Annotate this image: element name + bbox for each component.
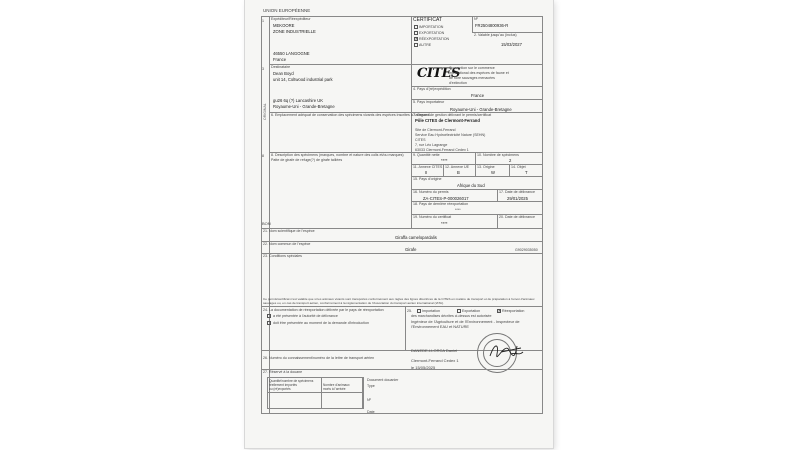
box24-option1: a été présentée à l'autorité de délivrance xyxy=(273,314,338,318)
box16-label: 16. Numéro du permis xyxy=(413,190,449,194)
consignor-line-1: MEKOORE xyxy=(273,23,295,28)
declaration-line-1: Ce permis/certificat n'est valable que si les animaux vivants sont transportés conformément aux règles des lignes directrices de la CITES en matière de transport et de préparation à l'envoi d'animaux xyxy=(263,297,535,301)
b25-exportation: Exportation xyxy=(462,309,481,313)
box4-label: 4. Pays d'(ré)expédition xyxy=(413,87,451,91)
cites-certificate-sheet xyxy=(245,0,553,448)
authority-line-6: 7, rue Léo Lagrange xyxy=(415,143,448,147)
box4-value: France xyxy=(471,93,485,98)
certificate-number: FR2504800936-R xyxy=(475,23,509,28)
customs-date-label: Date xyxy=(367,410,375,414)
consignee-line-5: gu26 6q (?) Lancashire UK xyxy=(273,98,324,103)
customs-col2-line1: Nombre d'animaux xyxy=(323,383,350,387)
box9-value: **** xyxy=(441,158,448,163)
consignor-line-2: ZONE INDUSTRIELLE xyxy=(273,29,316,34)
box8-number: 8 xyxy=(262,154,264,158)
box9-label: 9. Quantité nette xyxy=(413,153,440,157)
box27-label: 27. Réservé à la douane xyxy=(263,370,303,374)
customs-col1-line2: réellement importés xyxy=(269,383,297,387)
importation-checkbox xyxy=(414,25,418,29)
box11-value: II xyxy=(425,170,428,175)
box24-option2-checkbox xyxy=(267,321,271,325)
customs-col1-line3: ou (ré)exportés xyxy=(269,387,291,391)
species-code: G9029035050 xyxy=(515,248,538,252)
authority-line-5: CITES xyxy=(415,138,426,142)
authority-line-7: 63033 Clermont-Ferrand Cedex 1 xyxy=(415,148,469,152)
box24-option1-checkbox xyxy=(267,314,271,318)
union-header: UNION EUROPÉENNE xyxy=(263,8,311,13)
cites-text-1: Convention sur le commerce xyxy=(449,66,495,70)
box14-value: T xyxy=(525,170,528,175)
b25-importation: Importation xyxy=(422,309,440,313)
b25-note: des marchandises décrites ci-dessus est autorisée xyxy=(411,314,492,318)
box21-label: 21. Nom scientifique de l'espèce xyxy=(263,229,315,233)
customs-col1-line1: Quantité/nombre de spécimens xyxy=(269,379,314,383)
cites-text-2: international des espèces de faune et xyxy=(449,71,509,75)
signer-title-2: l'Environnement EAU et NATURE xyxy=(411,324,469,329)
box18-label: 18. Pays de dernière réexportation xyxy=(413,202,469,206)
autre-checkbox xyxy=(414,43,418,47)
box16-value: ZA-CITES-P-000026017 xyxy=(423,196,469,201)
box5-label: 5. Pays importateur xyxy=(413,100,445,104)
box23-label: 23. Conditions spéciales xyxy=(263,254,302,258)
customs-col2-line2: morts à l'arrivée xyxy=(323,387,346,391)
box18-value-stars: **** xyxy=(455,208,461,212)
box5-value: Royaume-Uni - Grande-Bretagne xyxy=(450,107,512,112)
box10-label: 10. Nombre de spécimens xyxy=(477,153,519,157)
b25-importation-checkbox xyxy=(417,309,421,313)
bon-label: BON xyxy=(262,221,271,226)
box19-value: **** xyxy=(441,221,448,226)
customs-no-label: Nº xyxy=(367,398,371,402)
side-label: ORIGINAL xyxy=(263,103,267,120)
valid-until-label: 2. Valable jusqu'au (inclus) xyxy=(474,33,517,37)
consignor-line-5: 46550 LANGOGNE xyxy=(273,51,310,56)
box10-value: 2 xyxy=(509,158,512,163)
box1-number: 1 xyxy=(262,19,264,23)
customs-doc-label: Document douanier xyxy=(367,378,399,382)
box19-label: 19. Numéro du certificat xyxy=(413,215,452,219)
box26-label: 26. Numéro du connaissement/numéro de la lettre de transport aérien xyxy=(263,356,375,360)
cites-text-3: de flore sauvages menacées xyxy=(449,76,495,80)
box3-number: 3 xyxy=(262,67,264,71)
box24-option2: doit être présentée au moment de la demande d'introduction xyxy=(273,321,369,325)
box6-label: 6. Emplacement adéquat de conservation des spécimens vivants des espèces inscrites à l'annexe A xyxy=(271,113,431,117)
box12-value: B xyxy=(457,170,460,175)
common-name: Girafe xyxy=(405,247,417,252)
box15-label: 15. Pays d'origine xyxy=(413,177,442,181)
b25-exportation-checkbox xyxy=(457,309,461,313)
certificate-title: CERTIFICAT xyxy=(413,17,442,23)
box15-value: Afrique du Sud xyxy=(457,183,485,188)
cites-text-4: d'extinction xyxy=(449,81,467,85)
signer-title-1: Ingénieur de l'Agriculture et de l'Environnement - Inspecteur de xyxy=(411,319,520,324)
box7-label: 7. Organe de gestion délivrant le permis/certificat xyxy=(413,113,492,117)
box13-label: 13. Origine xyxy=(477,165,495,169)
exportation-checkbox xyxy=(414,31,418,35)
reexportation-option: RÉEXPORTATION xyxy=(419,37,450,41)
box20-label: 20. Date de délivrance xyxy=(499,215,535,219)
consignee-line-6: Royaume-Uni - Grande-Bretagne xyxy=(273,104,335,109)
box17-value: 29/01/2025 xyxy=(507,196,528,201)
box14-label: 14. Objet xyxy=(511,165,526,169)
box17-label: 17. Date de délivrance xyxy=(499,190,535,194)
scientific-name: Giraffa camelopardalis xyxy=(395,235,437,240)
box24-label: 24. La documentation de réexportation délivrée par le pays de réexportation xyxy=(263,308,384,312)
exportation-option: EXPORTATION xyxy=(419,31,445,35)
box13-value: W xyxy=(491,170,495,175)
authority-line-3: Site de Clermont-Ferrand xyxy=(415,128,456,132)
consignor-line-6: France xyxy=(273,57,287,62)
box12-label: 12. Annexe UE xyxy=(445,165,469,169)
box11-label: 11. Annexe CITES xyxy=(413,165,443,169)
customs-type-label: Type xyxy=(367,384,375,388)
box8-value: Patte de girafe de refuge(?) de girafe taillées xyxy=(271,158,343,162)
autre-option: AUTRE xyxy=(419,43,432,47)
signer-name: DANEDE-LLORCA Daniel xyxy=(411,348,458,353)
reexportation-checkbox: ✕ xyxy=(415,37,418,41)
signature-image xyxy=(487,338,527,364)
declaration-line-2: sauvages ou, en cas de transport aérien, conformément à la réglementation de l'Association du transport aérien international (IATA). xyxy=(263,301,444,305)
consignee-line-2: unit 14, Coltwood industrial park xyxy=(273,77,333,82)
sign-place: Clermont-Ferrand Cedex 1 xyxy=(411,358,459,363)
box25-number: 25. xyxy=(407,309,412,313)
box3-label: Destinataire xyxy=(271,65,291,69)
consignee-line-1: Dean Boyd xyxy=(273,71,294,76)
b25-reexportation-checkbox: ✕ xyxy=(498,309,501,313)
sign-date: le 15/05/2025 xyxy=(411,365,436,370)
authority-line-4: Service Eau Hydroélectricité Nature (SEHN) xyxy=(415,133,486,137)
cert-no-label: Nº xyxy=(474,17,478,21)
valid-until-date: 15/03/2027 xyxy=(501,42,522,47)
importation-option: IMPORTATION xyxy=(419,25,444,29)
box8-label: 8. Description des spécimens (marques, nombre et nature des colis et/ou marques) xyxy=(271,153,404,157)
cites-logo: CITES xyxy=(417,66,460,81)
authority-line-1: Pôle CITES de Clermont-Ferrand xyxy=(415,118,480,123)
box22-label: 22. Nom commun de l'espèce xyxy=(263,242,311,246)
b25-reexportation: Réexportation xyxy=(502,309,525,313)
box1-label: Expéditeur/Réexpéditeur xyxy=(271,17,311,21)
